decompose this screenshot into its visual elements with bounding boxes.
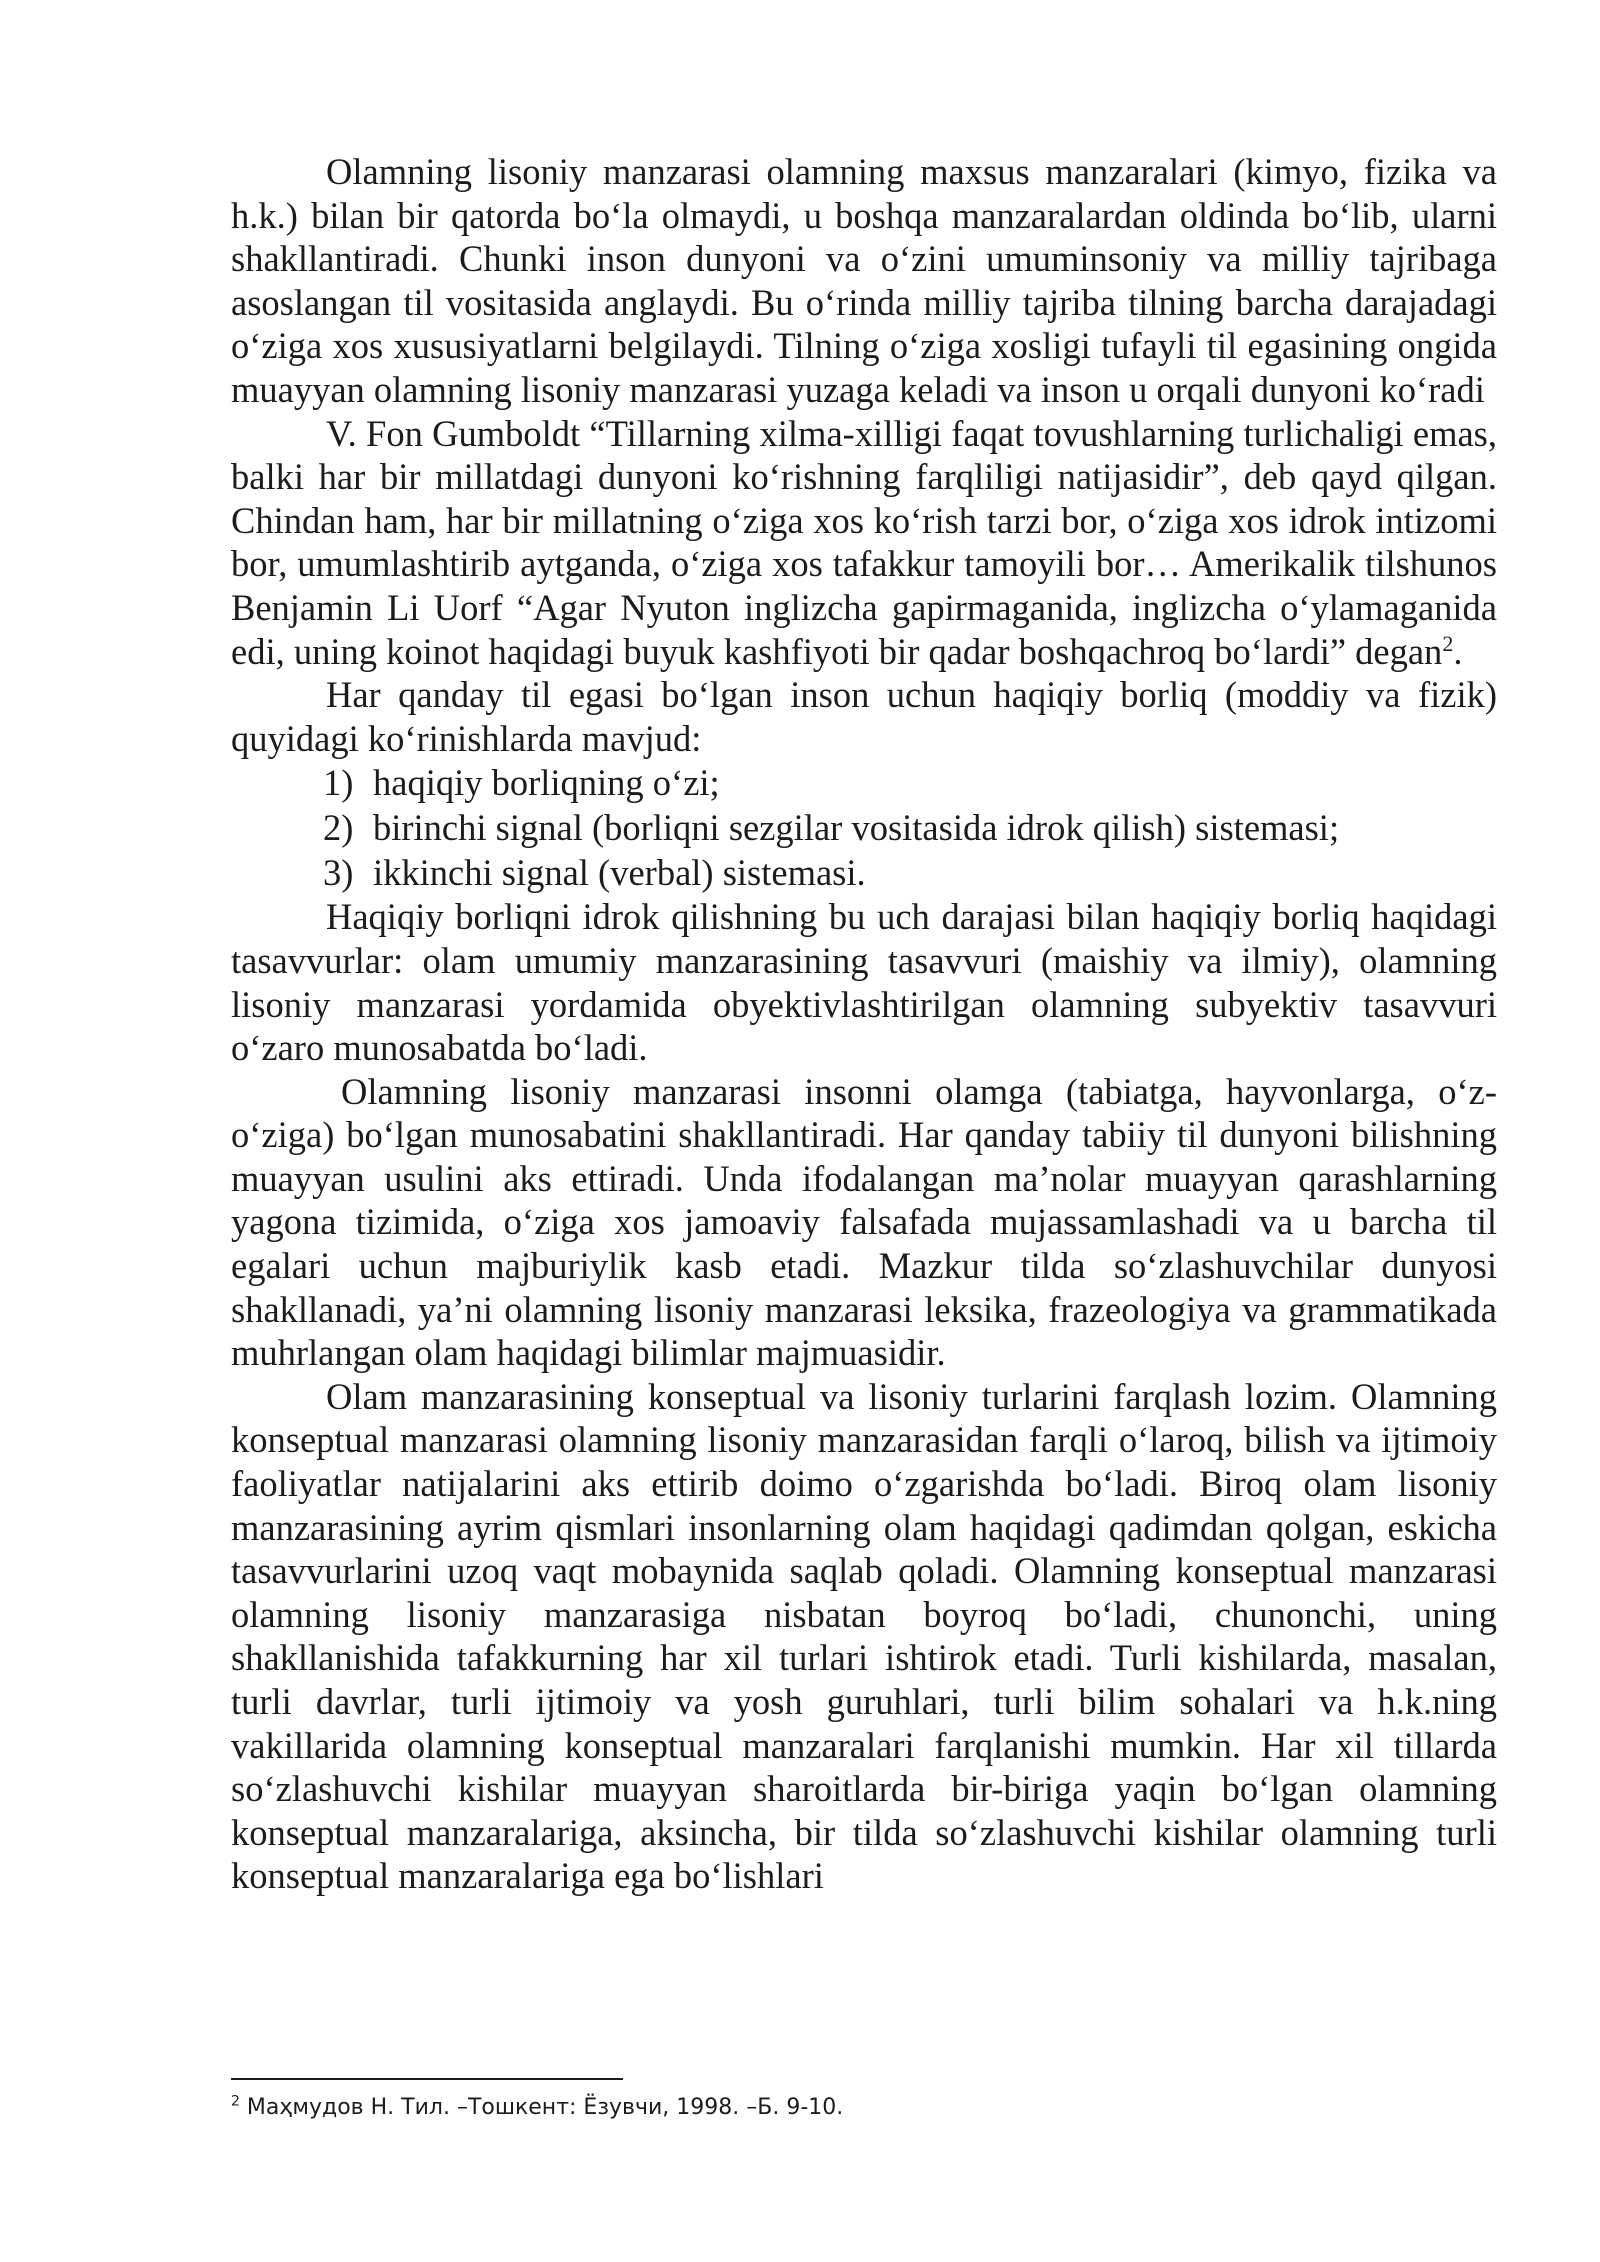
- paragraph-3: Har qanday til egasi boʻlgan inson uchun haqiqiy borliq (moddiy va fizik) quyidagi koʻrinishlarda mavjud:: [231, 674, 1497, 759]
- paragraph-1: Olamning lisoniy manzarasi olamning maxsus manzaralari (kimyo, fizika va h.k.) bilan bir qatorda boʻla olmaydi, u boshqa manzaralardan oldinda boʻlib, ularni shakllantiradi. Chunki inson dunyoni va oʻzini umuminsoniy va milliy tajribaga asoslangan til vositasida anglaydi. Bu oʻrinda milliy tajriba tilning barcha darajadagi oʻziga xos xususiyatlarni belgilaydi. Tilning oʻziga xosligi tufayli til egasining ongida muayyan olamning lisoniy manzarasi yuzaga keladi va inson u orqali dunyoni koʻradi: [231, 151, 1497, 410]
- list-item-number: 2): [323, 807, 354, 849]
- footnote: [231, 2092, 1497, 2124]
- list-item-number: 1): [323, 762, 354, 804]
- footnote-mark: 2: [231, 2093, 240, 2110]
- list-item-number: 3): [323, 852, 354, 894]
- footnote-ref[interactable]: 2: [1442, 630, 1454, 656]
- list-item: [231, 850, 1497, 895]
- paragraph-4: Haqiqiy borliqni idrok qilishning bu uch darajasi bilan haqiqiy borliq haqidagi tasavvurlar: olam umumiy manzarasining tasavvuri (maishiy va ilmiy), olamning lisoniy manzarasi yordamida obyektivlashtirilgan olamning subyektiv tasavvuri oʻzaro munosabatda boʻladi.: [231, 896, 1497, 1069]
- list-item: [231, 760, 1497, 805]
- paragraph-2-end: .: [1453, 630, 1463, 672]
- list-item-text: birinchi signal (borliqni sezgilar vositasida idrok qilish) sistemasi;: [373, 807, 1340, 849]
- list-item: [231, 805, 1497, 850]
- paragraph-2: [231, 412, 1497, 674]
- paragraph-2-text: V. Fon Gumboldt “Tillarning xilma-xilligi faqat tovushlarning turlichaligi emas, balki har bir millatdagi dunyoni koʻrishning farqliligi natijasidir”, deb qayd qilgan. Chindan ham, har bir millatning oʻziga xos koʻrish tarzi bor, oʻziga xos idrok intizomi bor, umumlashtirib aytganda, oʻziga xos tafakkur tamoyili bor… Amerikalik tilshunos Benjamin Li Uorf “Agar Nyuton inglizcha gapirmaganida, inglizcha oʻylamaganida edi, uning koinot haqidagi buyuk kashfiyoti bir qadar boshqachroq boʻlardi” degan: [231, 412, 1497, 672]
- footnote-text: Маҳмудов Н. Тил. –Тошкент: Ёзувчи, 1998. –Б. 9-10.: [239, 2095, 844, 2120]
- list-item-text: ikkinchi signal (verbal) sistemasi.: [373, 852, 866, 894]
- numbered-list: [231, 760, 1497, 895]
- list-item-text: haqiqiy borliqning oʻzi;: [373, 762, 720, 804]
- main-text: [231, 150, 1497, 1898]
- paragraph-6: Olam manzarasining konseptual va lisoniy turlarini farqlash lozim. Olamning konseptual manzarasi olamning lisoniy manzarasidan farqli oʻlaroq, bilish va ijtimoiy faoliyatlar natijalarini aks ettirib doimo oʻzgarishda boʻladi. Biroq olam lisoniy manzarasining ayrim qismlari insonlarning olam haqidagi qadimdan qolgan, eskicha tasavvurlarini uzoq vaqt mobaynida saqlab qoladi. Olamning konseptual manzarasi olamning lisoniy manzarasiga nisbatan boyroq boʻladi, chunonchi, uning shakllanishida tafakkurning har xil turlari ishtirok etadi. Turli kishilarda, masalan, turli davrlar, turli ijtimoiy va yosh guruhlari, turli bilim sohalari va h.k.ning vakillarida olamning konseptual manzaralari farqlanishi mumkin. Har xil tillarda soʻzlashuvchi kishilar muayyan sharoitlarda bir-biriga yaqin boʻlgan olamning konseptual manzaralariga, aksincha, bir tilda soʻzlashuvchi kishilar olamning turli konseptual manzaralariga ega boʻlishlari: [231, 1375, 1497, 1897]
- paragraph-5: Olamning lisoniy manzarasi insonni olamga (tabiatga, hayvonlarga, oʻz-oʻziga) boʻlgan munosabatini shakllantiradi. Har qanday tabiiy til dunyoni bilishning muayyan usulini aks ettiradi. Unda ifodalangan maʼnolar muayyan qarashlarning yagona tizimida, oʻziga xos jamoaviy falsafada mujassamlashadi va u barcha til egalari uchun majburiylik kasb etadi. Mazkur tilda soʻzlashuvchilar dunyosi shakllanadi, yaʼni olamning lisoniy manzarasi leksika, frazeologiya va grammatikada muhrlangan olam haqidagi bilimlar majmuasidir.: [231, 1070, 1497, 1374]
- footnote-separator: [231, 2078, 623, 2080]
